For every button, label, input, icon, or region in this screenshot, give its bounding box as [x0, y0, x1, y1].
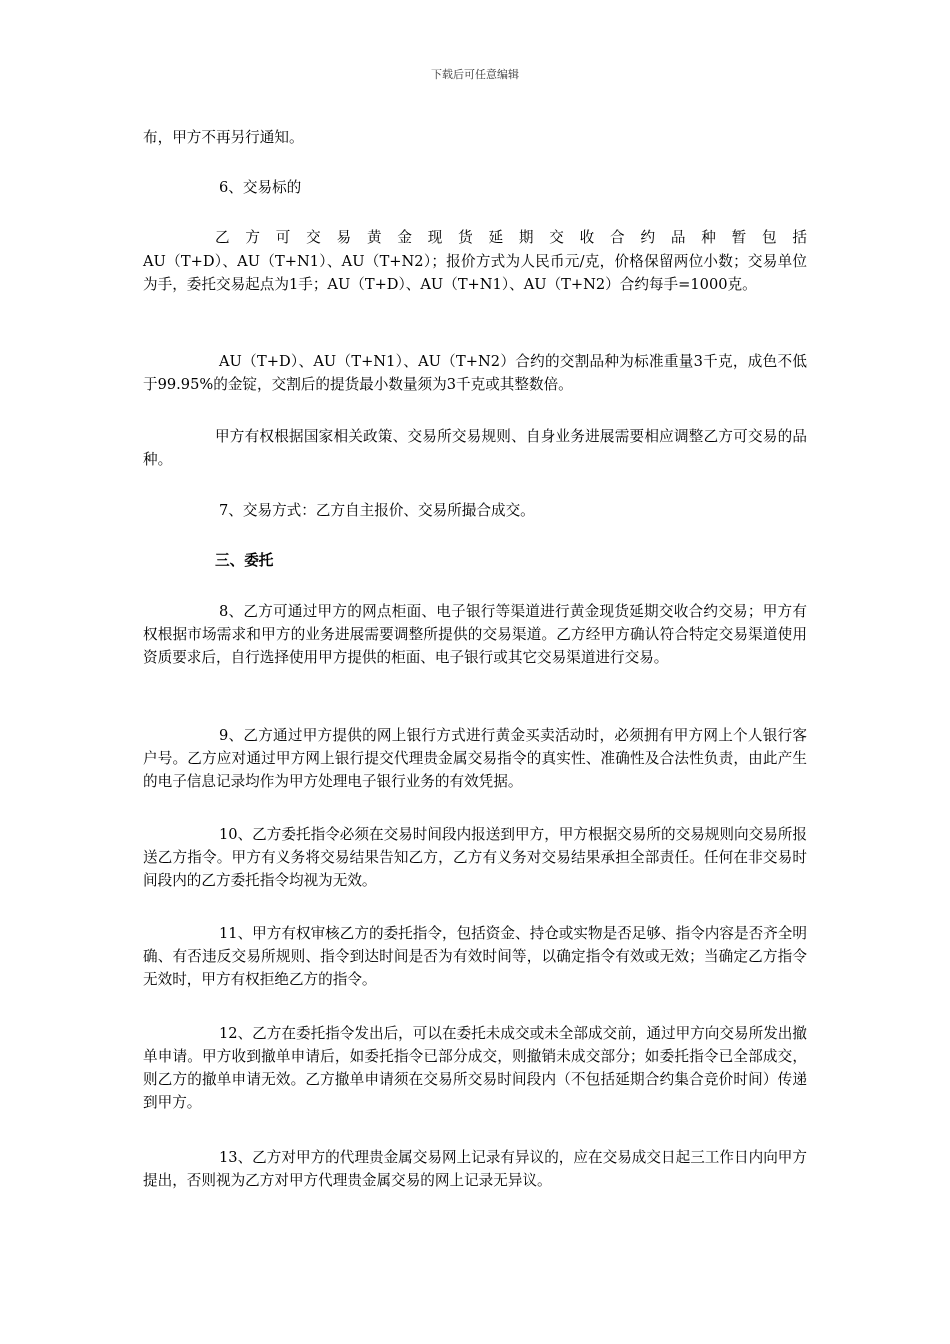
- paragraph-11: 11、甲方有权审核乙方的委托指令，包括资金、持仓或实物是否足够、指令内容是否齐全明确、有否违反交易所规则、指令到达时间是否为有效时间等，以确定指令有效或无效；当确定乙方指令无效时，甲方有权拒绝乙方的指令。: [143, 925, 807, 988]
- paragraph-6b: AU（T+D）、AU（T+N1）、AU（T+N2）；报价方式为人民币元/克，价格保留两位小数；交易单位为手，委托交易起点为1手；AU（T+D）、AU（T+N1）、AU（T+N2）合约每手=1000克。: [143, 253, 807, 293]
- page-header: 下载后可任意编辑: [431, 68, 519, 81]
- paragraph-6c: AU（T+D）、AU（T+N1）、AU（T+N2）合约的交割品种为标准重量3千克，成色不低于99.95%的金锭，交割后的提货最小数量须为3千克或其整数倍。: [143, 353, 807, 393]
- section-6-heading: 6、交易标的: [219, 179, 302, 196]
- section-3-heading: 三、委托: [215, 552, 274, 569]
- paragraph-6a: 乙方可交易黄金现货延期交收合约品种暂包括: [215, 229, 807, 246]
- paragraph-9: 9、乙方通过甲方提供的网上银行方式进行黄金买卖活动时，必须拥有甲方网上个人银行客户号。乙方应对通过甲方网上银行提交代理贵金属交易指令的真实性、准确性及合法性负责，由此产生的电子信息记录均作为甲方处理电子银行业务的有效凭据。: [143, 727, 807, 790]
- paragraph-12: 12、乙方在委托指令发出后，可以在委托未成交或未全部成交前，通过甲方向交易所发出撤单申请。甲方收到撤单申请后，如委托指令已部分成交，则撤销未成交部分；如委托指令已全部成交，则乙方的撤单申请无效。乙方撤单申请须在交易所交易时间段内（不包括延期合约集合竞价时间）传递到甲方。: [143, 1025, 807, 1111]
- section-7-heading: 7、交易方式：乙方自主报价、交易所撮合成交。: [219, 502, 535, 519]
- paragraph-6d: 甲方有权根据国家相关政策、交易所交易规则、自身业务进展需要相应调整乙方可交易的品种。: [143, 428, 807, 468]
- paragraph-continuation: 布，甲方不再另行通知。: [143, 129, 304, 146]
- paragraph-13: 13、乙方对甲方的代理贵金属交易网上记录有异议的，应在交易成交日起三工作日内向甲方提出，否则视为乙方对甲方代理贵金属交易的网上记录无异议。: [143, 1149, 807, 1189]
- paragraph-10: 10、乙方委托指令必须在交易时间段内报送到甲方，甲方根据交易所的交易规则向交易所报送乙方指令。甲方有义务将交易结果告知乙方，乙方有义务对交易结果承担全部责任。任何在非交易时间段内的乙方委托指令均视为无效。: [143, 826, 807, 889]
- paragraph-8: 8、乙方可通过甲方的网点柜面、电子银行等渠道进行黄金现货延期交收合约交易；甲方有权根据市场需求和甲方的业务进展需要调整所提供的交易渠道。乙方经甲方确认符合特定交易渠道使用资质要求后，自行选择使用甲方提供的柜面、电子银行或其它交易渠道进行交易。: [143, 603, 807, 666]
